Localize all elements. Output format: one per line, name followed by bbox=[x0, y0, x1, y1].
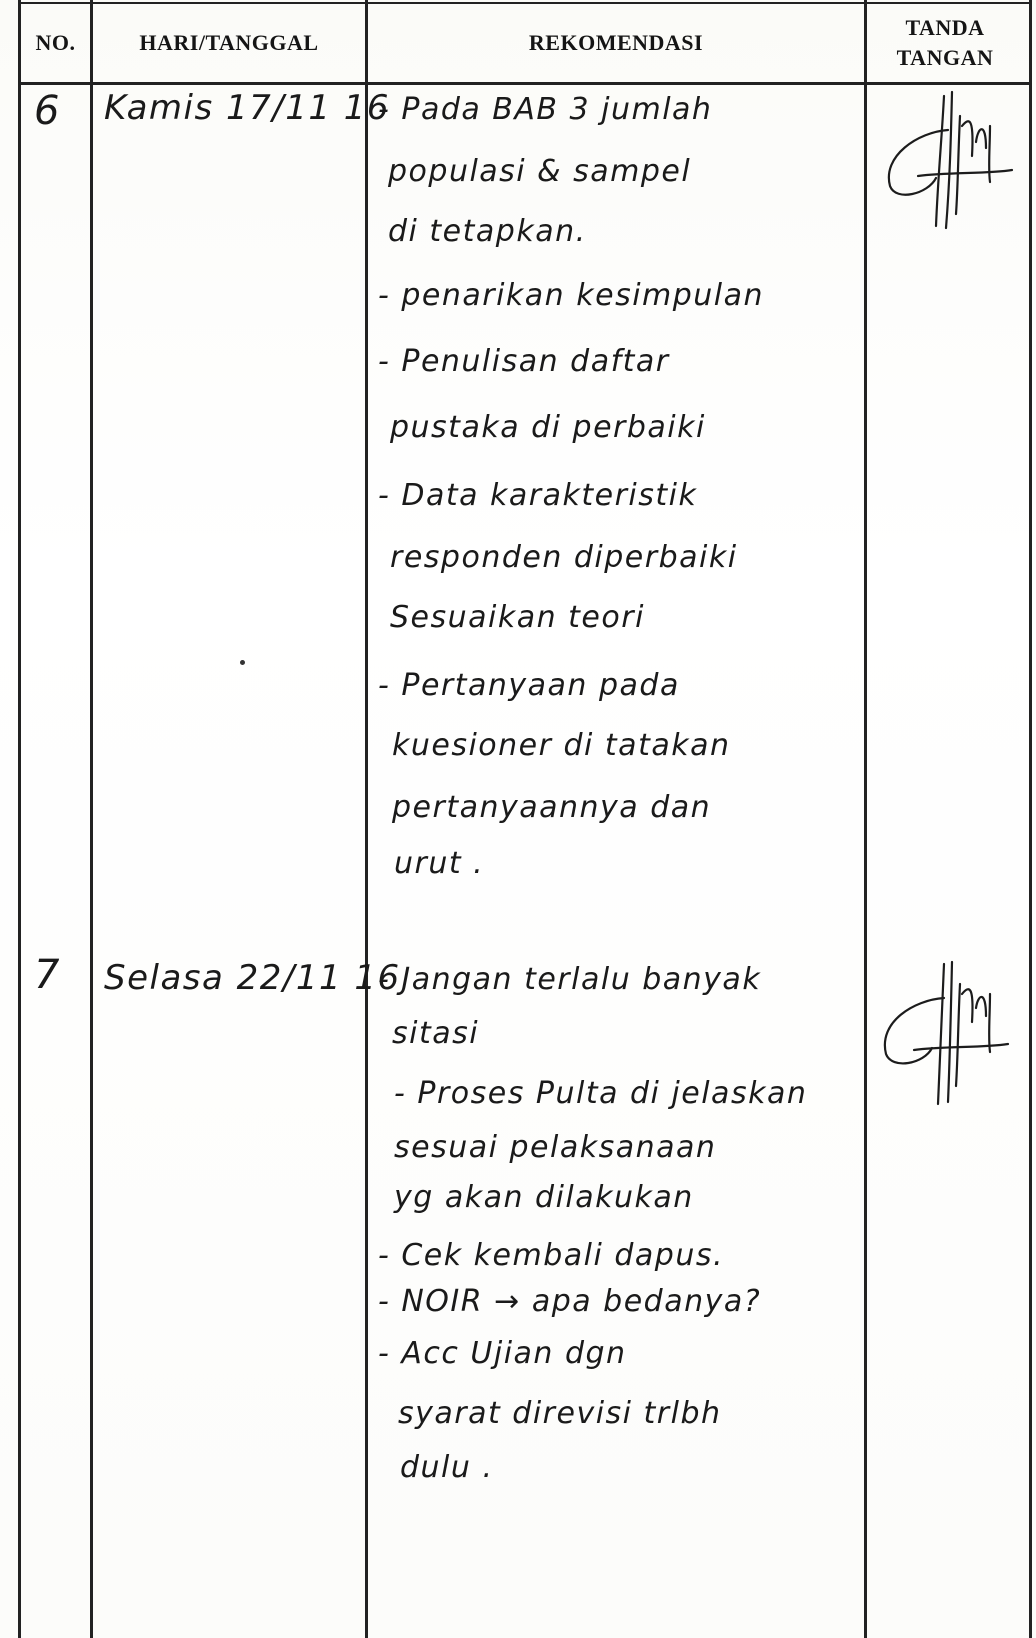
recommendation-line: - Pada BAB 3 jumlah bbox=[378, 92, 713, 127]
entry-date: Selasa 22/11 16 bbox=[104, 958, 401, 998]
entry-date: Kamis 17/11 16 bbox=[104, 88, 391, 128]
header-tanda-line1: TANDA bbox=[905, 15, 985, 40]
table-top-border bbox=[18, 2, 1029, 4]
header-tanda-tangan bbox=[867, 6, 1023, 80]
recommendation-line: sitasi bbox=[392, 1016, 480, 1051]
recommendation-line: - Proses Pulta di jelaskan bbox=[394, 1076, 808, 1111]
recommendation-line: - NOIR → apa bedanya? bbox=[378, 1284, 762, 1319]
recommendation-line: - Acc Ujian dgn bbox=[378, 1336, 627, 1371]
column-divider-hari bbox=[365, 0, 368, 1638]
signature-icon bbox=[870, 958, 1020, 1108]
recommendation-line: di tetapkan. bbox=[388, 214, 587, 249]
recommendation-line: Sesuaikan teori bbox=[390, 600, 645, 635]
header-divider bbox=[18, 82, 1029, 85]
recommendation-line: yg akan dilakukan bbox=[394, 1180, 694, 1215]
recommendation-line: - Jangan terlalu banyak bbox=[378, 962, 762, 997]
recommendation-line: - Data karakteristik bbox=[378, 478, 698, 513]
recommendation-line: - Pertanyaan pada bbox=[378, 668, 680, 703]
recommendation-line: - Penulisan daftar bbox=[378, 344, 670, 379]
recommendation-line: kuesioner di tatakan bbox=[392, 728, 731, 763]
column-divider-rekomendasi bbox=[864, 0, 867, 1638]
recommendation-line: pertanyaannya dan bbox=[392, 790, 712, 825]
header-rekomendasi: REKOMENDASI bbox=[528, 30, 704, 55]
header-no: NO. bbox=[35, 30, 76, 55]
recommendation-line: dulu . bbox=[400, 1450, 494, 1485]
header-hari-tanggal: HARI/TANGGAL bbox=[139, 30, 319, 55]
recommendation-line: responden diperbaiki bbox=[390, 540, 738, 575]
entry-number: 6 bbox=[34, 88, 61, 134]
column-divider-no bbox=[90, 0, 93, 1638]
recommendation-line: sesuai pelaksanaan bbox=[394, 1130, 717, 1165]
header-tanda-line2: TANGAN bbox=[896, 45, 994, 70]
recommendation-line: pustaka di perbaiki bbox=[390, 410, 706, 445]
ink-dot bbox=[240, 660, 245, 665]
recommendation-line: urut . bbox=[394, 846, 485, 881]
recommendation-line: populasi & sampel bbox=[388, 154, 692, 189]
entry-number: 7 bbox=[34, 952, 61, 998]
recommendation-line: - Cek kembali dapus. bbox=[378, 1238, 725, 1273]
signature-icon bbox=[878, 86, 1028, 234]
recommendation-line: - penarikan kesimpulan bbox=[378, 278, 765, 313]
recommendation-line: syarat direvisi trlbh bbox=[398, 1396, 722, 1431]
